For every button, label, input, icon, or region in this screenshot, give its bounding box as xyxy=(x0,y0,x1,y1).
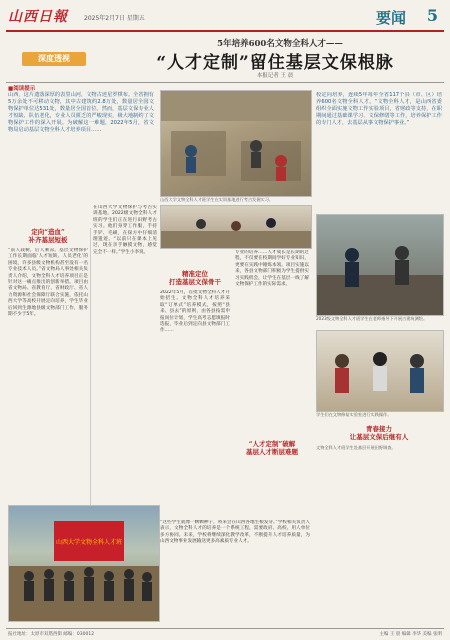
page-footer xyxy=(6,628,444,637)
subhead-2: 精准定位 打造基层文保骨干 xyxy=(169,270,221,286)
survey-photo-art xyxy=(161,206,311,248)
photo-caption-2: 2023级文物全科人才班学生在老师指导下开展古建筑测绘。 xyxy=(316,316,428,321)
byline: 本报记者 王 晨 xyxy=(256,73,294,79)
survey-photo xyxy=(160,205,312,249)
group-flag-photo xyxy=(8,505,160,622)
photo-caption-4: 文物全科人才班学生赴基层开展田野调查。 xyxy=(316,445,396,450)
measurement-photo-art xyxy=(317,215,443,315)
excavation-photo-art xyxy=(161,91,311,196)
lab-photo xyxy=(316,330,444,412)
column-1-text: “前人栽树，后人乘凉。基层文物保护工作长期面临‘人才短缺、人员老化’的困境，许多县级文物机构甚至没有一名专业技术人员。”省文物局人事处相关负责人介绍，文物全科人才培养项目正是针对这一痛点推出的创新举措。项目由省文物局、省教育厅、省财政厅、省人力资源和社会保障厅联合实施，依托山西大学等高校开展定向培养，学生毕业后回到生源地县级文物部门工作，服务期不少于5年。 xyxy=(8,248,88,318)
subhead-4: 青春接力 让基层文保后继有人 xyxy=(349,425,409,441)
photo-caption-1: 山西大学文物全科人才班学生在实训基地进行考古发掘实习。 xyxy=(160,197,274,202)
masthead xyxy=(6,4,444,32)
photo-caption-3: 学生们在文物修复实验室进行实践操作。 xyxy=(316,412,392,417)
excavation-photo xyxy=(160,90,312,197)
paper-logo: 山西日報 xyxy=(8,9,68,25)
column-tag: 深度透视 xyxy=(22,52,86,66)
subhead-1: 定向“造血” 补齐基层短板 xyxy=(28,228,68,244)
column-5-text: “这些学生就像一颗颗种子，将来会在山西各地生根发芽。”学校相关负责人表示，文物全科人才的培养是一个系统工程，需要政府、高校、用人单位多方协同。未来，学校将继续深化教学改革，不断提升人才培养质量，为山西文物事业发展输送更多高素质专业人才。 xyxy=(160,520,310,545)
flag-text: 山西大学文物全科人才班 xyxy=(55,539,123,546)
footer-right: 主编 王 晨 编辑 李华 美编 张明 xyxy=(379,632,442,637)
column-4-text: 专业的培养……人才成长是长期的过程，不仅要在校期间学好专业知识，更要在实践中锤炼本领。项目实施以来，各县文物部门积极为学生提供实习实践机会，让学生在基层一线了解文物保护工作的实际需求。 xyxy=(235,250,309,288)
footer-left: 报社地址：太原市双塔西街 邮编：030012 xyxy=(8,632,95,637)
column-3-text: 2022年5月，首批文物全科人才开始招生。文物全科人才培养采取“订单式”培养模式，按照“县来、县去”的原则，由各县按需申报岗位计划，学生高考志愿填报时选报，毕业后到定向县文物部门工作…… xyxy=(160,290,230,334)
reading-tip-label: ■阅读提示 xyxy=(8,86,36,92)
page-number: 5 xyxy=(426,6,438,25)
issue-date: 2025年2月7日 星期五 xyxy=(84,15,145,22)
measurement-photo xyxy=(316,214,444,316)
headline[interactable]: “人才定制”留住基层文保根脉 xyxy=(156,53,394,73)
lead-paragraph: 山西，这片遗落深厚的表里山河，文物古迹星罗棋布。全省拥有5万余处不可移动文物，其中古建筑约2.8万处，数量居全国文物保护单位达531处，数量居全国首位。然而，基层文保专业人才短缺、队伍老化，专业人员匮乏的严峻现实，极大地制约了文物保护工作的深入开展。为破解这一难题，2022年5月，省文物局启动基层文物全科人才培养项目…… xyxy=(8,92,154,133)
subhead-3: “人才定制”破解 基层人才断层难题 xyxy=(246,440,298,456)
column-2-text: 在山西大学文物保护与考古实训基地，2022级文物全科人才班的学生们正在进行田野考古实习。他们身穿工作服，手持手铲、毛刷，在探方中仔细清理遗迹。“以前只在课本上见过，现在亲手触摸文物，感觉完全不一样。”学生小李说。 xyxy=(93,205,157,255)
kicker: 5年培养600名文物全科人才—— xyxy=(217,39,343,49)
group-flag-photo-art xyxy=(9,506,159,621)
lab-photo-art xyxy=(317,331,443,411)
section-title: 要闻 xyxy=(375,9,406,27)
intro-right-text: 校定向培养，连续5年每年全省117个县（市、区）培养600名文物全科人才。“文物全科人才，是山西省委组织全面实施文物工作实验项目，省财政等支持，在职期间通过基础课学习、文保修缮等工作，培养保护工作的专门人才，去基层从事文物保护事业。” xyxy=(316,92,442,126)
